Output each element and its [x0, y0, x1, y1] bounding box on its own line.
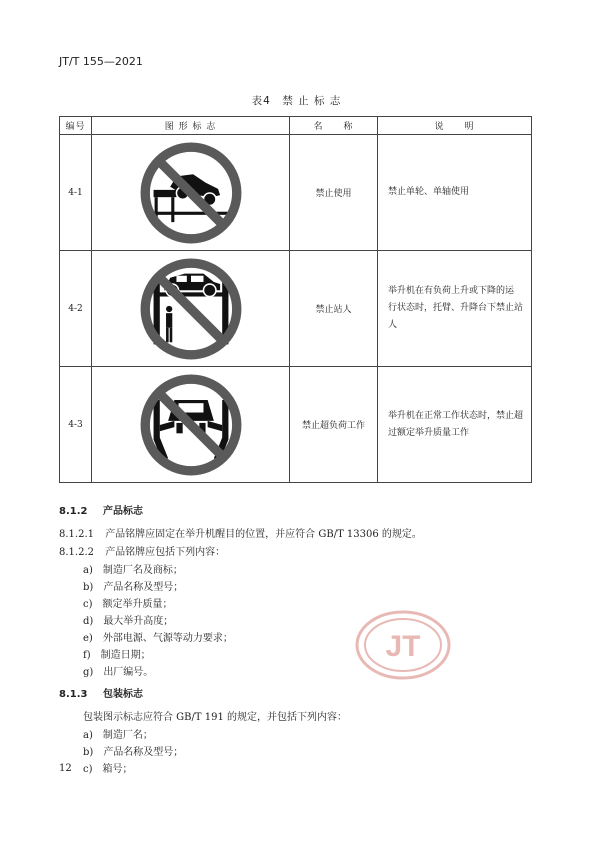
list-text: 外部电源、气源等动力要求； [102, 633, 233, 644]
sign-description [378, 251, 532, 367]
table-row [60, 367, 532, 483]
document-code: JT/T 155—2021 [59, 55, 143, 68]
section-number: 8.1.3 [59, 689, 88, 700]
list-text: 制造厂名及商标； [102, 565, 183, 576]
list-item [83, 612, 173, 627]
list-text: 最大举升高度； [103, 616, 174, 627]
list-item [83, 760, 133, 775]
description-line: 举升机在正常工作状态时，禁止超 [388, 410, 524, 421]
col-header-graphic: 图 形 标 志 [92, 117, 290, 135]
sign-name: 禁止站人 [290, 251, 378, 367]
list-label: c) [83, 764, 93, 775]
description-line: 举升机在有负荷上升或下降的运 [388, 286, 515, 296]
table-row [60, 251, 532, 367]
paragraph-number: 8.1.2.2 [59, 547, 94, 558]
description-line: 禁止单轮、单轴使用 [388, 187, 470, 197]
paragraph-text: 产品铭牌应固定在举升机醒目的位置，并应符合 GB/T 13306 的规定。 [105, 529, 422, 540]
list-item [83, 663, 153, 678]
list-label: a) [83, 730, 93, 741]
list-text: 箱号； [102, 764, 133, 775]
no-single-wheel-use-sign-icon [139, 141, 243, 245]
paragraph [59, 525, 422, 540]
no-standing-under-lift-sign-icon [139, 257, 243, 361]
jt-watermark-logo [354, 609, 452, 681]
list-item [83, 743, 183, 758]
watermark-text: JT [385, 630, 421, 663]
list-item [83, 561, 183, 576]
no-overload-sign-icon [139, 373, 243, 477]
description-line: 行状态时，托臂、升降台下禁止站人 [388, 303, 524, 330]
list-label: a) [83, 565, 93, 576]
list-text: 产品名称及型号； [103, 747, 184, 758]
col-header-description: 说 明 [378, 117, 532, 135]
list-text: 制造日期； [100, 650, 151, 661]
section-title: 包装标志 [102, 689, 143, 700]
paragraph-text: 产品铭牌应包括下列内容： [105, 547, 226, 558]
paragraph-number: 8.1.2.1 [59, 529, 94, 540]
graphic-cell [92, 367, 290, 483]
list-label: e) [83, 633, 93, 644]
sign-name: 禁止使用 [290, 135, 378, 251]
prohibition-signs-table [59, 116, 532, 483]
col-header-name: 名 称 [290, 117, 378, 135]
section-heading [59, 502, 143, 517]
list-label: f) [83, 650, 91, 661]
graphic-cell [92, 135, 290, 251]
list-label: b) [83, 747, 94, 758]
list-item [83, 578, 183, 593]
paragraph-text: 包装图示标志应符合 GB/T 191 的规定，并包括下列内容： [83, 712, 347, 723]
graphic-cell [92, 251, 290, 367]
list-item [83, 629, 233, 644]
description-line: 过额定举升质量工作 [388, 427, 470, 438]
list-text: 产品名称及型号； [103, 582, 184, 593]
row-id: 4-3 [60, 367, 92, 483]
section-number: 8.1.2 [59, 506, 88, 517]
list-label: g) [83, 667, 94, 678]
sign-description [378, 135, 532, 251]
row-id: 4-1 [60, 135, 92, 251]
page-number: 12 [59, 763, 72, 774]
table-header-row [60, 117, 532, 135]
list-item [83, 726, 153, 741]
section-heading [59, 685, 143, 700]
list-item [83, 646, 151, 661]
row-id: 4-2 [60, 251, 92, 367]
list-text: 出厂编号。 [103, 667, 154, 678]
list-label: d) [83, 616, 94, 627]
section-title: 产品标志 [102, 506, 143, 517]
sign-name: 禁止超负荷工作 [290, 367, 378, 483]
table-row [60, 135, 532, 251]
paragraph [59, 543, 225, 558]
sign-description [378, 367, 532, 483]
list-text: 制造厂名； [102, 730, 153, 741]
list-text: 额定举升质量； [102, 599, 173, 610]
list-item [83, 595, 173, 610]
list-label: b) [83, 582, 94, 593]
table-caption: 表4 禁 止 标 志 [251, 95, 342, 107]
col-header-number: 编号 [60, 117, 92, 135]
list-label: c) [83, 599, 93, 610]
